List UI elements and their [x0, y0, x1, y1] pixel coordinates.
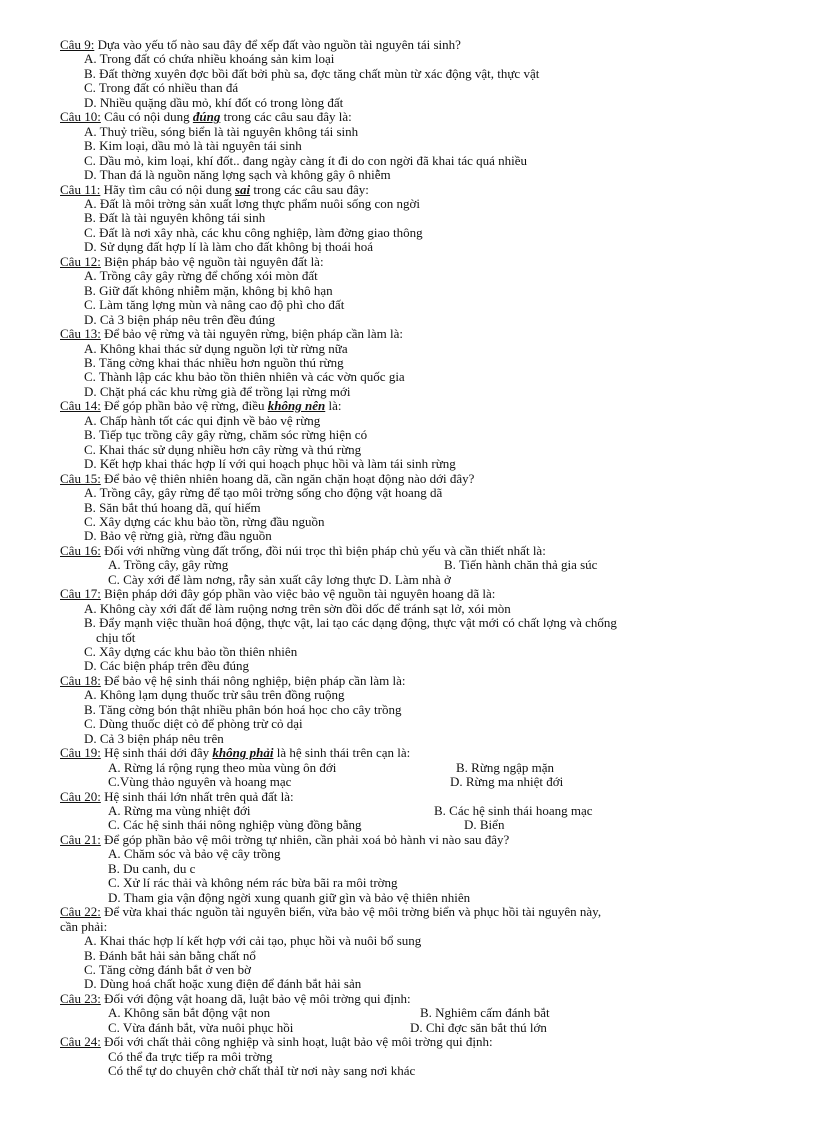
option-b: B. Săn bắt thú hoang dã, quí hiếm: [84, 499, 261, 515]
question-stem: Câu 9: Dựa vào yếu tố nào sau đây để xếp đất vào nguồn tài nguyên tái sinh?: [60, 37, 461, 52]
question-12: [60, 255, 780, 327]
question-stem: Câu 19: Hệ sinh thái dới đây không phải là hệ sinh thái trên cạn là:: [60, 745, 411, 761]
option-d: D. Cả 3 biện pháp nêu trên: [84, 730, 224, 746]
option-d: D. Than đá là nguồn năng lợng sạch và không gây ô nhiễm: [84, 167, 391, 183]
option-a: A. Rừng lá rộng rụng theo mùa vùng ôn đới: [108, 759, 337, 775]
question-stem: Câu 10: Câu có nội dung đúng trong các câu sau đây là:: [60, 109, 352, 125]
question-18: [60, 674, 780, 746]
question-stem: Câu 12: Biện pháp bảo vệ nguồn tài nguyên đất là:: [60, 253, 324, 269]
option-b: B. Tăng cờng bón thật nhiều phân bón hoá học cho cây trồng: [84, 701, 402, 717]
option-b: B. Đẩy mạnh việc thuần hoá động, thực vật, lai tạo các dạng động, thực vật mới có chất lợng và chống: [84, 615, 617, 631]
option-d: D. Chặt phá các khu rừng già để trồng lại rừng mới: [84, 383, 351, 399]
question-stem-continued: cần phải:: [60, 918, 108, 934]
option-b: B. Tiến hành chăn thả gia súc: [444, 557, 598, 573]
option-b: B. Các hệ sinh thái hoang mạc: [434, 803, 593, 819]
option-a: A. Không cày xới đất để làm ruộng nơng trên sờn đồi dốc để tránh sạt lở, xói mòn: [84, 600, 511, 616]
option-c: C. Vừa đánh bắt, vừa nuôi phục hồi: [108, 1019, 294, 1035]
option-a: A. Trồng cây gây rừng để chống xói mòn đất: [84, 268, 318, 284]
option-c: C. Dầu mỏ, kim loại, khí đốt.. đang ngày càng ít đi do con ngời đã khai tác quá nhiều: [84, 152, 528, 168]
option-c: C. Đất là nơi xây nhà, các khu công nghiệp, làm đờng giao thông: [84, 224, 423, 240]
question-stem: Câu 18: Để bảo vệ hệ sinh thái nông nghiệp, biện pháp cần làm là:: [60, 672, 406, 688]
option-b: B. Du canh, du c: [108, 860, 196, 876]
question-number: Câu 23:: [60, 990, 101, 1006]
question-17: [60, 587, 780, 674]
question-stem: Câu 14: Để góp phần bảo vệ rừng, điều không nên là:: [60, 398, 342, 414]
option-c: C. Tăng cờng đánh bắt ở ven bờ: [84, 962, 251, 977]
question-23: [60, 992, 780, 1035]
emphasis-word: không nên: [267, 398, 326, 414]
question-11: [60, 183, 780, 255]
option-row: [60, 1021, 780, 1035]
question-number: Câu 17:: [60, 586, 101, 602]
question-stem: Câu 21: Để góp phần bảo vệ môi trờng tự nhiên, cần phải xoá bỏ hành vi nào sau đây?: [60, 831, 510, 847]
option-b: B. Giữ đất không nhiễm mặn, không bị khô hạn: [84, 282, 333, 298]
question-number: Câu 10:: [60, 109, 101, 125]
option-d: D. Tham gia vận động ngời xung quanh giữ gìn và bảo vệ thiên nhiên: [108, 889, 471, 905]
option-c: C. Xử lí rác thải và không ném rác bừa bãi ra môi trờng: [108, 875, 398, 891]
question-number: Câu 24:: [60, 1034, 101, 1050]
option-a: A. Trồng cây, gây rừng để tạo môi trờng sống cho động vật hoang dã: [84, 485, 443, 501]
option-c-d: C. Cày xới để làm nơng, rẫy sản xuất cây lơng thực D. Làm nhà ở: [108, 571, 451, 587]
question-stem: Câu 11: Hãy tìm câu có nội dung sai trong các câu sau đây:: [60, 181, 369, 197]
question-15: [60, 472, 780, 544]
question-14: [60, 399, 780, 471]
statement-line: Có thể tự do chuyên chở chất thảI từ nơi này sang nơi khác: [108, 1063, 416, 1079]
option-d: D. Rừng ma nhiệt đới: [450, 774, 564, 790]
question-number: Câu 21:: [60, 831, 101, 847]
option-a: A. Không lạm dụng thuốc trừ sâu trên đồng ruộng: [84, 687, 345, 703]
question-16: [60, 544, 780, 587]
option-d: D. Chỉ đợc săn bắt thú lớn: [410, 1019, 547, 1035]
question-10: [60, 110, 780, 182]
option-a: A. Đất là môi trờng sản xuất lơng thực phẩm nuôi sống con ngời: [84, 195, 421, 211]
question-number: Câu 18:: [60, 672, 101, 688]
question-stem: Câu 22: Để vừa khai thác nguồn tài nguyên biển, vừa bảo vệ môi trờng biển và phục hồi tài nguyên này,: [60, 904, 602, 920]
option-d: D. Dùng hoá chất hoặc xung điện để đánh bắt hải sản: [84, 976, 362, 992]
option-d: D. Biển: [464, 817, 505, 833]
option-row: [60, 761, 780, 775]
option-d: D. Bảo vệ rừng già, rừng đầu nguồn: [84, 528, 272, 544]
question-19: [60, 746, 780, 789]
option-d: D. Kết hợp khai thác hợp lí với qui hoạch phục hồi và làm tái sinh rừng: [84, 456, 456, 472]
option-b: B. Tăng cờng khai thác nhiều hơn nguồn thú rừng: [84, 354, 344, 370]
option-a: A. Chăm sóc và bảo vệ cây trồng: [108, 846, 281, 862]
option-b: B. Kim loại, dầu mỏ là tài nguyên tái sinh: [84, 138, 302, 154]
question-number: Câu 15:: [60, 470, 101, 486]
option-row: [60, 818, 780, 832]
question-number: Câu 16:: [60, 542, 101, 558]
question-stem: Câu 13: Để bảo vệ rừng và tài nguyên rừng, biện pháp cần làm là:: [60, 326, 403, 342]
question-number: Câu 22:: [60, 904, 101, 920]
option-c: C. Xây dựng các khu bảo tồn, rừng đầu nguồn: [84, 513, 325, 529]
question-stem: Câu 23: Đối với động vật hoang dã, luật bảo vệ môi trờng qui định:: [60, 990, 411, 1006]
option-b: B. Tiếp tục trồng cây gây rừng, chăm sóc rừng hiện có: [84, 427, 368, 443]
option-row: [60, 775, 780, 789]
option-d: D. Các biện pháp trên đều đúng: [84, 658, 249, 674]
option-row: [60, 1006, 780, 1020]
question-stem: Câu 20: Hệ sinh thái lớn nhất trên quả đất là:: [60, 788, 294, 804]
question-9: [60, 38, 780, 110]
question-number: Câu 13:: [60, 326, 101, 342]
option-c: C. Các hệ sinh thái nông nghiệp vùng đồng bằng: [108, 817, 362, 833]
question-20: [60, 790, 780, 833]
option-b: B. Nghiêm cấm đánh bắt: [420, 1005, 550, 1021]
option-a: A. Không săn bắt động vật non: [108, 1005, 271, 1021]
option-row: [60, 804, 780, 818]
option-b: B. Đất thờng xuyên đợc bồi đất bởi phù sa, đợc tăng chất mùn từ xác động vật, thực vật: [84, 65, 540, 81]
question-21: [60, 833, 780, 905]
option-c: C. Thành lập các khu bảo tồn thiên nhiên và các vờn quốc gia: [84, 369, 405, 385]
option-c: C.Vùng thảo nguyên và hoang mạc: [108, 774, 292, 790]
question-22: [60, 905, 780, 992]
option-b: B. Đất là tài nguyên không tái sinh: [84, 210, 266, 226]
option-a: A. Thuỷ triều, sóng biển là tài nguyên không tái sinh: [84, 123, 359, 139]
option-d: D. Sử dụng đất hợp lí là làm cho đất không bị thoái hoá: [84, 239, 374, 255]
question-number: Câu 9:: [60, 37, 95, 52]
option-d: D. Cả 3 biện pháp nêu trên đều đúng: [84, 311, 275, 327]
option-c: C. Xây dựng các khu bảo tồn thiên nhiên: [84, 644, 298, 660]
option-c: C. Khai thác sử dụng nhiều hơn cây rừng và thú rừng: [84, 441, 362, 457]
option-c: C. Làm tăng lợng mùn và nâng cao độ phì cho đất: [84, 297, 345, 313]
question-number: Câu 19:: [60, 745, 101, 761]
question-stem: Câu 16: Đối với những vùng đất trống, đồi núi trọc thì biện pháp chủ yếu và cần thiết nhất là:: [60, 542, 546, 558]
question-column: [60, 38, 780, 1079]
question-stem: Câu 24: Đối với chất thải công nghiệp và sinh hoạt, luật bảo vệ môi trờng qui định:: [60, 1034, 493, 1050]
question-24: [60, 1035, 780, 1078]
option-a: A. Trong đất có chứa nhiều khoáng sản kim loại: [84, 51, 335, 67]
emphasis-word: đúng: [192, 109, 221, 125]
option-a: A. Không khai thác sử dụng nguồn lợi từ rừng nữa: [84, 340, 348, 356]
emphasis-word: không phải: [212, 745, 274, 761]
option-c: C. Trong đất có nhiều than đá: [84, 80, 239, 96]
option-a: A. Trồng cây, gây rừng: [108, 557, 229, 573]
question-13: [60, 327, 780, 399]
option-a: A. Khai thác hợp lí kết hợp với cải tạo, phục hồi và nuôi bổ sung: [84, 933, 422, 949]
question-number: Câu 12:: [60, 253, 101, 269]
option-a: A. Rừng ma vùng nhiệt đới: [108, 803, 251, 819]
option-b-continued: chịu tốt: [96, 629, 136, 645]
option-row: [60, 558, 780, 572]
option-a: A. Chấp hành tốt các qui định về bảo vệ rừng: [84, 412, 321, 428]
question-stem: Câu 17: Biện pháp dới đây góp phần vào việc bảo vệ nguồn tài nguyên hoang dã là:: [60, 586, 496, 602]
question-number: Câu 11:: [60, 181, 101, 197]
question-stem: Câu 15: Để bảo vệ thiên nhiên hoang dã, cần ngăn chặn hoạt động nào dới đây?: [60, 470, 475, 486]
question-number: Câu 20:: [60, 788, 101, 804]
option-c: C. Dùng thuốc diệt cỏ để phòng trừ cỏ dại: [84, 716, 303, 732]
question-number: Câu 14:: [60, 398, 101, 414]
option-b: B. Rừng ngập mặn: [456, 759, 555, 775]
option-b: B. Đánh bắt hải sản bằng chất nổ: [84, 947, 256, 963]
emphasis-word: sai: [235, 181, 251, 197]
option-d: D. Nhiều quặng dầu mỏ, khí đốt có trong lòng đất: [84, 94, 344, 110]
statement-line: Có thể đa trực tiếp ra môi trờng: [108, 1048, 273, 1064]
